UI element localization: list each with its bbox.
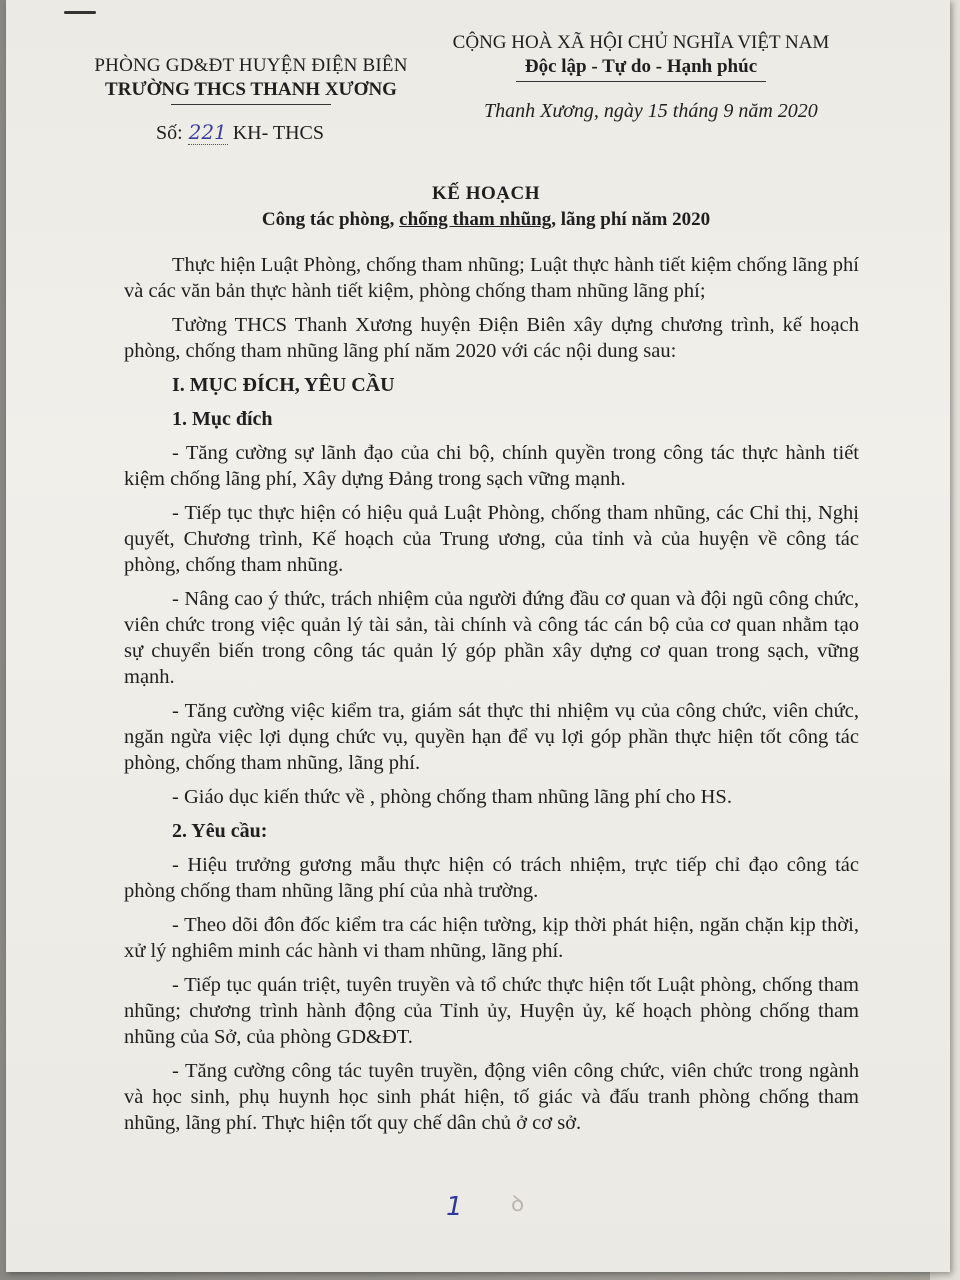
title-subtitle	[186, 209, 786, 231]
list-item: - Theo dõi đôn đốc kiểm tra các hiện tường, kịp thời phát hiện, ngăn chặn kịp thời, xử lý nghiêm minh các hành vi tham nhũng, lãng phí.	[124, 914, 859, 962]
list-item: - Nâng cao ý thức, trách nhiệm của người đứng đầu cơ quan và đội ngũ công chức, viên chức trong việc quản lý tài sản, tài chính và công tác cán bộ của cơ quan nhằm tạo sự chuyển biến trong công tác quản lý góp phần xây dựng cơ quan trong sạch, vững mạnh.	[124, 588, 859, 688]
document-number	[156, 120, 324, 145]
national-motto	[431, 32, 851, 82]
document-title	[186, 183, 786, 231]
country-name: CỘNG HOÀ XÃ HỘI CHỦ NGHĨA VIỆT NAM	[452, 32, 830, 53]
list-item: - Tiếp tục quán triệt, tuyên truyền và tổ chức thực hiện tốt Luật phòng, chống tham nhũng; chương trình hành động của Tỉnh ủy, Huyện ủy, kế hoạch phòng chống tham nhũng của Sở, của phòng GD&ĐT.	[124, 974, 859, 1048]
list-item: - Tiếp tục thực hiện có hiệu quả Luật Phòng, chống tham nhũng, các Chỉ thị, Nghị quyết, Chương trình, Kế hoạch của Trung ương, của tỉnh và của huyện về công tác phòng, chống tham nhũng.	[124, 502, 859, 576]
header-right-underline	[516, 81, 766, 82]
handwritten-number: 221	[188, 120, 227, 144]
document-date: Thanh Xương, ngày 15 tháng 9 năm 2020	[484, 100, 818, 122]
motto: Độc lập - Tự do - Hạnh phúc	[524, 56, 758, 77]
title-main: KẾ HOẠCH	[432, 183, 540, 204]
list-item: - Hiệu trưởng gương mẫu thực hiện có trách nhiệm, trực tiếp chỉ đạo công tác phòng chống tham nhũng lãng phí của nhà trường.	[124, 854, 859, 902]
list-item: - Tăng cường công tác tuyên truyền, động viên công chức, viên chức trong ngành và học sinh, phụ huynh học sinh phát hiện, tố giác và đấu tranh phòng chống tham nhũng, lãng phí. Thực hiện tốt quy chế dân chủ ở cơ sở.	[124, 1060, 859, 1134]
subtitle-part-a: Công tác phòng,	[261, 209, 400, 230]
document-number-label: Số:	[156, 122, 183, 144]
paragraph: Tường THCS Thanh Xương huyện Điện Biên xây dựng chương trình, kế hoạch phòng, chống tham nhũng lãng phí năm 2020 với các nội dung sau:	[124, 314, 859, 362]
document-body	[124, 252, 859, 1144]
subsection-heading: 2. Yêu cầu:	[172, 820, 268, 842]
section-heading: I. MỤC ĐÍCH, YÊU CẦU	[172, 374, 395, 396]
list-item: - Tăng cường sự lãnh đạo của chi bộ, chính quyền trong công tác thực hành tiết kiệm chống lãng phí, Xây dựng Đảng trong sạch vững mạnh.	[124, 442, 859, 490]
department-name: PHÒNG GD&ĐT HUYỆN ĐIỆN BIÊN	[94, 55, 408, 76]
subtitle-part-c: lãng phí năm 2020	[555, 209, 711, 230]
punch-mark	[64, 11, 96, 14]
list-item: - Tăng cường việc kiểm tra, giám sát thực thi nhiệm vụ của công chức, viên chức, ngăn ngừa việc lợi dụng chức vụ, quyền hạn để vụ lợi góp phần thực hiện tốt công tác phòng, chống tham nhũng, lãng phí.	[124, 700, 859, 774]
page-number: 1	[446, 1192, 463, 1222]
header-left-underline	[171, 104, 331, 105]
school-name: TRƯỜNG THCS THANH XƯƠNG	[105, 79, 397, 100]
document-page	[6, 0, 950, 1272]
paragraph: Thực hiện Luật Phòng, chống tham nhũng; Luật thực hành tiết kiệm chống lãng phí và các văn bản thực hành tiết kiệm, phòng chống tham nhũng lãng phí;	[124, 254, 859, 302]
bleed-through-mark: ꝺ	[511, 1192, 525, 1217]
subsection-heading: 1. Mục đích	[172, 408, 273, 430]
issuing-authority	[86, 55, 416, 105]
document-number-suffix: KH- THCS	[232, 122, 324, 144]
subtitle-part-b: chống tham nhũng,	[399, 209, 556, 230]
list-item: - Giáo dục kiến thức về , phòng chống tham nhũng lãng phí cho HS.	[172, 786, 732, 808]
